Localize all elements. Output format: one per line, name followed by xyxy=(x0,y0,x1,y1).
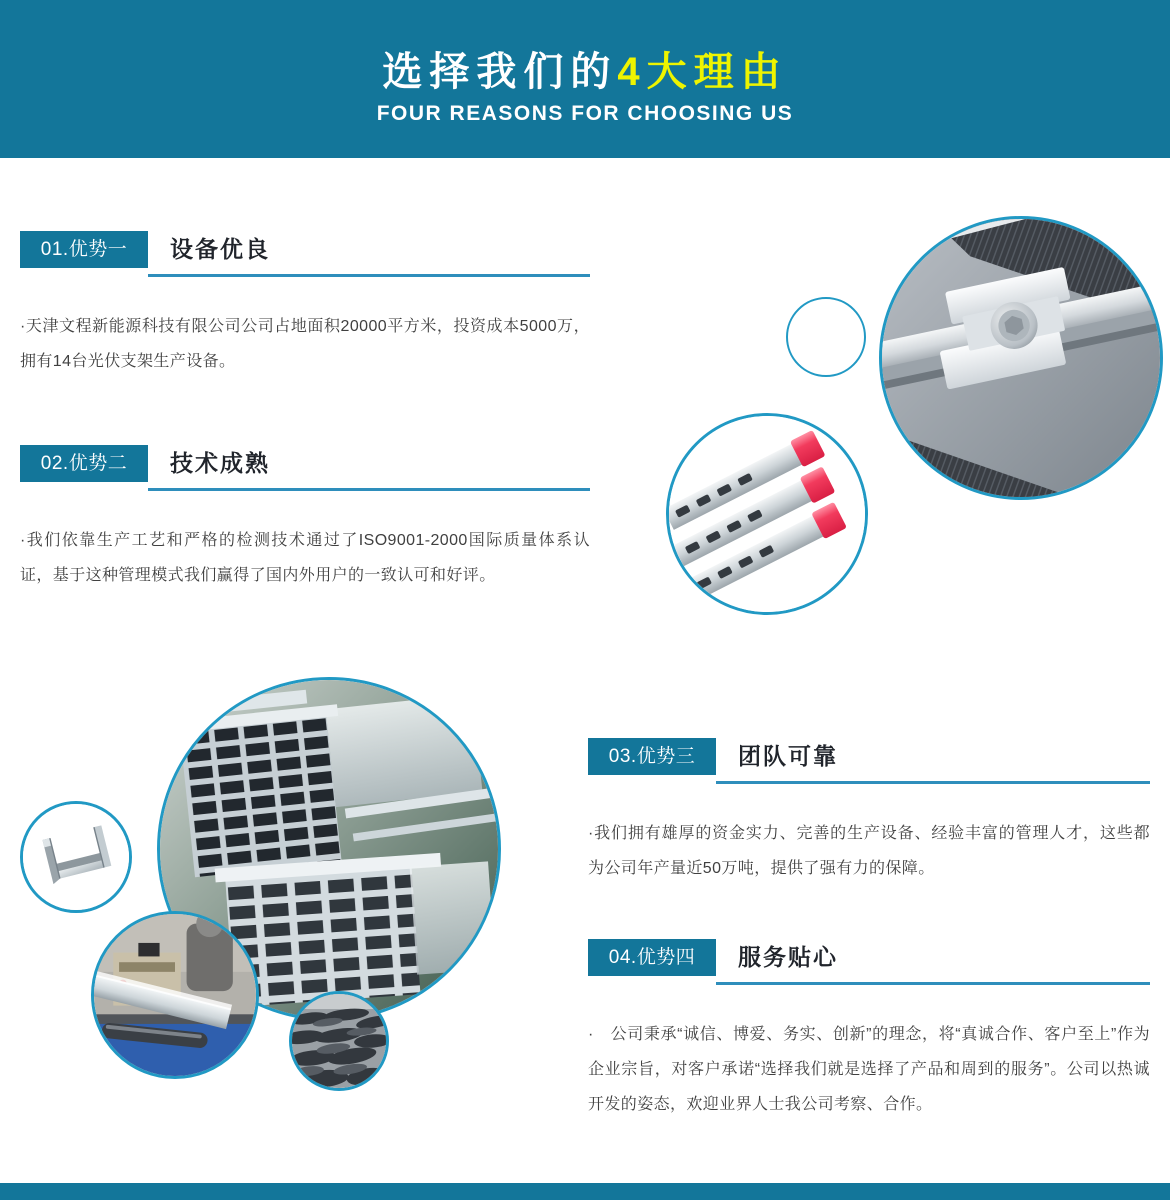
header-band xyxy=(0,0,1170,158)
decorative-ring xyxy=(786,297,866,377)
advantage-section-2 xyxy=(20,445,590,615)
advantage-2-body: ·我们依靠生产工艺和严格的检测技术通过了ISO9001-2000国际质量体系认证，基于这种管理模式我们赢得了国内外用户的一致认可和好评。 xyxy=(20,532,590,584)
advantage-4-underline xyxy=(716,982,1150,985)
u-channel-photo xyxy=(20,801,132,913)
advantage-1-title: 设备优良 xyxy=(170,236,270,262)
advantage-1-underline xyxy=(148,274,590,277)
advantage-2-underline xyxy=(148,488,590,491)
advantage-1-number-badge: 01.优势一 xyxy=(20,231,148,268)
advantage-2-number-badge: 02.优势二 xyxy=(20,445,148,482)
advantage-3-title: 团队可靠 xyxy=(738,743,838,769)
advantage-4-body: · 公司秉承“诚信、博爱、务实、创新”的理念，将“真诚合作、客户至上”作为企业宗旨，对客户承诺“选择我们就是选择了产品和周到的服务”。公司以热诚开发的姿态，欢迎业界人士我公司考察、合作。 xyxy=(588,1026,1150,1113)
advantage-section-3 xyxy=(588,738,1150,898)
advantage-3-underline xyxy=(716,781,1150,784)
advantage-section-4 xyxy=(588,939,1150,1139)
production-machine-photo xyxy=(91,911,259,1079)
channel-brackets-photo xyxy=(666,413,868,615)
advantage-4-title: 服务贴心 xyxy=(738,944,838,970)
advantage-2-title: 技术成熟 xyxy=(170,450,270,476)
stacked-profiles-photo xyxy=(289,991,389,1091)
advantage-4-number-badge: 04.优势四 xyxy=(588,939,716,976)
advantage-section-1 xyxy=(20,231,590,401)
page-title xyxy=(0,50,1170,94)
solar-clamp-photo xyxy=(879,216,1163,500)
page-title-yellow: 4大理由 xyxy=(617,50,788,94)
footer-band xyxy=(0,1183,1170,1200)
advantage-3-number-badge: 03.优势三 xyxy=(588,738,716,775)
advantage-1-body: ·天津文程新能源科技有限公司公司占地面积20000平方米，投资成本5000万，拥有14台光伏支架生产设备。 xyxy=(20,318,590,370)
advantage-3-body: ·我们拥有雄厚的资金实力、完善的生产设备、经验丰富的管理人才，这些都为公司年产量近50万吨，提供了强有力的保障。 xyxy=(588,825,1150,877)
page-title-white: 选择我们的 xyxy=(382,50,618,94)
page-subtitle: FOUR REASONS FOR CHOOSING US xyxy=(376,102,794,125)
